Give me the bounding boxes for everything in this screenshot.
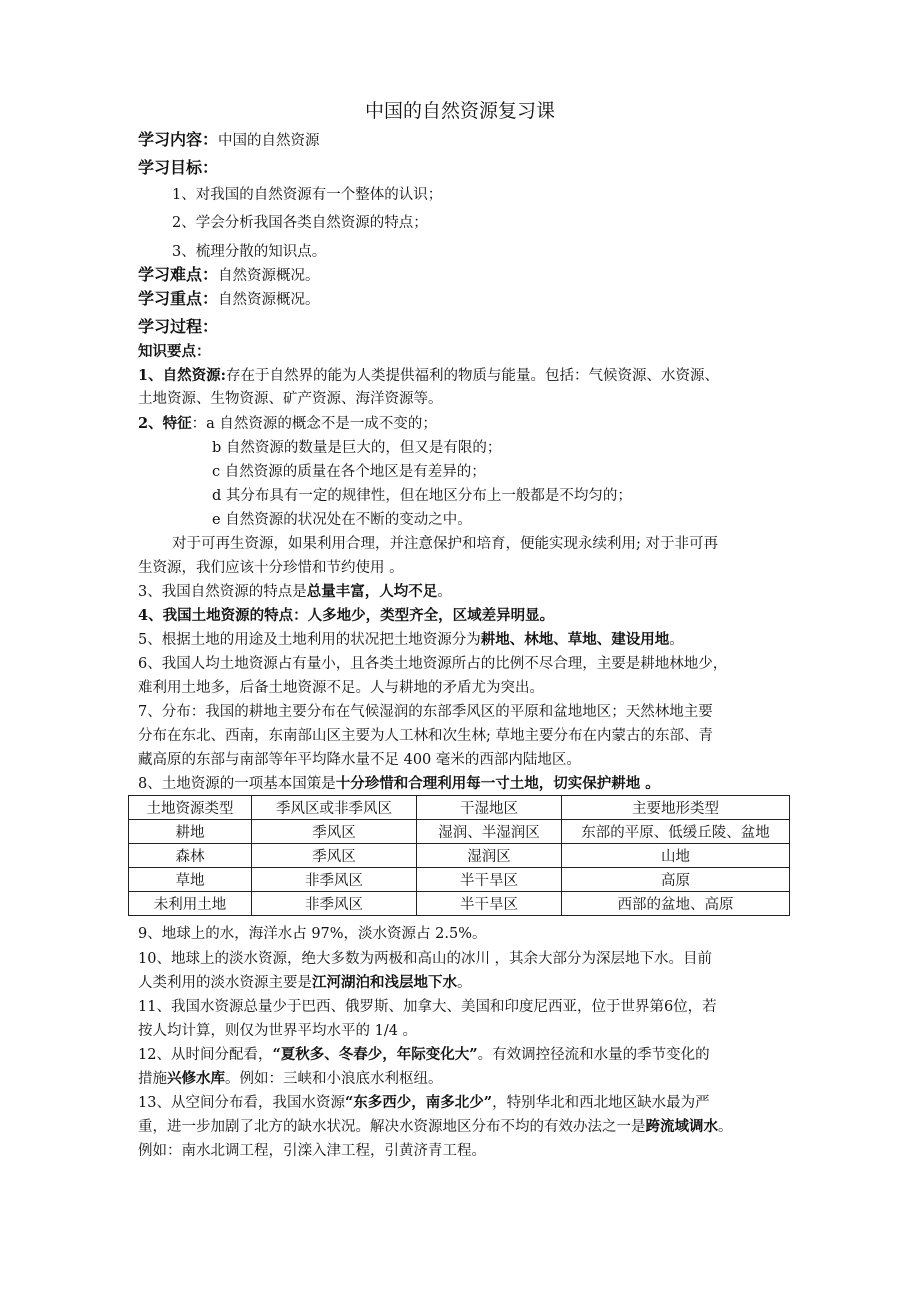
point-5: 5、根据土地的用途及土地利用的状况把土地资源分为耕地、林地、草地、建设用地。: [138, 631, 684, 648]
goal-item: 3、梳理分散的知识点。: [172, 244, 327, 260]
feature-item: c 自然资源的质量在各个地区是有差异的；: [212, 464, 486, 480]
table-header-row: [129, 796, 790, 820]
point-9: 9、地球上的水，海洋水占 97%，淡水资源占 2.5%。: [138, 926, 487, 942]
table-cell: 高原: [562, 868, 790, 892]
feature-item: d 其分布具有一定的规律性，但在地区分布上一般都是不均匀的；: [212, 488, 632, 504]
point-1-line-2: 土地资源、生物资源、矿产资源、海洋资源等。: [138, 391, 443, 407]
table-cell: 非季风区: [252, 892, 417, 916]
point-4: 4、我国土地资源的特点：人多地少，类型齐全，区域差异明显。: [138, 607, 555, 624]
table-header-cell: 季风区或非季风区: [252, 796, 417, 820]
difficulty-label: 学习难点：: [138, 265, 219, 284]
resource-note-line-1: 对于可再生资源，如果利用合理，并注意保护和培育，便能实现永续利用; 对于非可再: [172, 536, 718, 552]
table-header-cell: 土地资源类型: [129, 796, 252, 820]
point-11-line-1: 11、我国水资源总量少于巴西、俄罗斯、加拿大、美国和印度尼西亚，位于世界第6位，若: [138, 999, 717, 1015]
table-cell: 湿润、半湿润区: [417, 820, 562, 844]
point-7-line-3: 藏高原的东部与南部等年平均降水量不足 400 毫米的西部内陆地区。: [138, 752, 581, 768]
document-title: 中国的自然资源复习课: [364, 100, 555, 122]
point-11-line-2: 按人均计算，则仅为世界平均水平的 1/4 。: [138, 1023, 418, 1039]
table-row: [129, 820, 790, 844]
point-12-line-1: 12、从时间分配看，“夏秋多、冬春少，年际变化大”。有效调控径流和水量的季节变化的: [138, 1046, 710, 1063]
point-1-line-1: 1、自然资源:存在于自然界的能为人类提供福利的物质与能量。包括：气候资源、水资源、: [138, 367, 719, 384]
learning-process-label: 学习过程：: [138, 317, 219, 336]
table-cell: 湿润区: [417, 844, 562, 868]
table-cell: 半干旱区: [417, 892, 562, 916]
feature-item: a 自然资源的概念不是一成不变的；: [206, 416, 437, 432]
goal-item: 1、对我国的自然资源有一个整体的认识；: [172, 187, 443, 203]
point-6-line-1: 6、我国人均土地资源占有量小，且各类土地资源所占的比例不尽合理，主要是耕地林地少，: [138, 656, 728, 672]
table-cell: 非季风区: [252, 868, 417, 892]
difficulty-text: 自然资源概况。: [218, 268, 320, 284]
resource-note-line-2: 生资源，我们应该十分珍惜和节约使用 。: [138, 560, 404, 576]
point-13-line-3: 例如：南水北调工程，引滦入津工程，引黄济青工程。: [138, 1143, 486, 1159]
table-cell: 山地: [562, 844, 790, 868]
point-10-line-2: 人类利用的淡水资源主要是江河湖泊和浅层地下水。: [138, 974, 472, 991]
feature-item: b 自然资源的数量是巨大的，但又是有限的；: [212, 440, 502, 456]
focus-label: 学习重点：: [138, 289, 219, 308]
learning-content-text: 中国的自然资源: [218, 133, 320, 149]
table-cell: 西部的盆地、高原: [562, 892, 790, 916]
table-cell: 未利用土地: [129, 892, 252, 916]
learning-goals-label: 学习目标：: [138, 158, 219, 177]
learning-difficulty: [138, 263, 320, 288]
learning-content: [138, 128, 320, 153]
learning-focus: [138, 287, 320, 312]
table-cell: 森林: [129, 844, 252, 868]
feature-item: e 自然资源的状况处在不断的变动之中。: [212, 512, 472, 528]
table-row: [129, 868, 790, 892]
focus-text: 自然资源概况。: [218, 292, 320, 308]
key-points-label: 知识要点：: [138, 343, 211, 360]
land-resource-table: [128, 795, 790, 916]
goal-item: 2、学会分析我国各类自然资源的特点；: [172, 215, 428, 231]
learning-content-label: 学习内容：: [138, 130, 219, 149]
table-row: [129, 892, 790, 916]
table-cell: 季风区: [252, 820, 417, 844]
point-6-line-2: 难利用土地多，后备土地资源不足。人与耕地的矛盾尤为突出。: [138, 680, 544, 696]
table-header-cell: 干湿地区: [417, 796, 562, 820]
point-8: 8、土地资源的一项基本国策是十分珍惜和合理利用每一寸土地，切实保护耕地 。: [138, 775, 660, 792]
point-3: 3、我国自然资源的特点是总量丰富，人均不足。: [138, 583, 452, 600]
table-header-cell: 主要地形类型: [562, 796, 790, 820]
point-2-line-1: 2、特征：a 自然资源的概念不是一成不变的；: [138, 415, 437, 432]
point-12-line-2: 措施兴修水库。例如：三峡和小浪底水利枢纽。: [138, 1070, 443, 1087]
table-row: [129, 844, 790, 868]
table-cell: 半干旱区: [417, 868, 562, 892]
table-cell: 季风区: [252, 844, 417, 868]
point-7-line-2: 分布在东北、西南，东南部山区主要为人工林和次生林; 草地主要分布在内蒙古的东部、青: [138, 728, 713, 744]
table-cell: 草地: [129, 868, 252, 892]
point-13-line-2: 重，进一步加剧了北方的缺水状况。解决水资源地区分布不均的有效办法之一是跨流域调水。: [138, 1118, 733, 1135]
point-13-line-1: 13、从空间分布看，我国水资源“东多西少，南多北少”，特别华北和西北地区缺水最为严: [138, 1094, 710, 1111]
table-cell: 东部的平原、低缓丘陵、盆地: [562, 820, 790, 844]
point-10-line-1: 10、地球上的淡水资源，绝大多数为两极和高山的冰川 ，其余大部分为深层地下水。目前: [138, 951, 713, 967]
point-7-line-1: 7、分布：我国的耕地主要分布在气候湿润的东部季风区的平原和盆地地区；天然林地主要: [138, 704, 713, 720]
table-cell: 耕地: [129, 820, 252, 844]
